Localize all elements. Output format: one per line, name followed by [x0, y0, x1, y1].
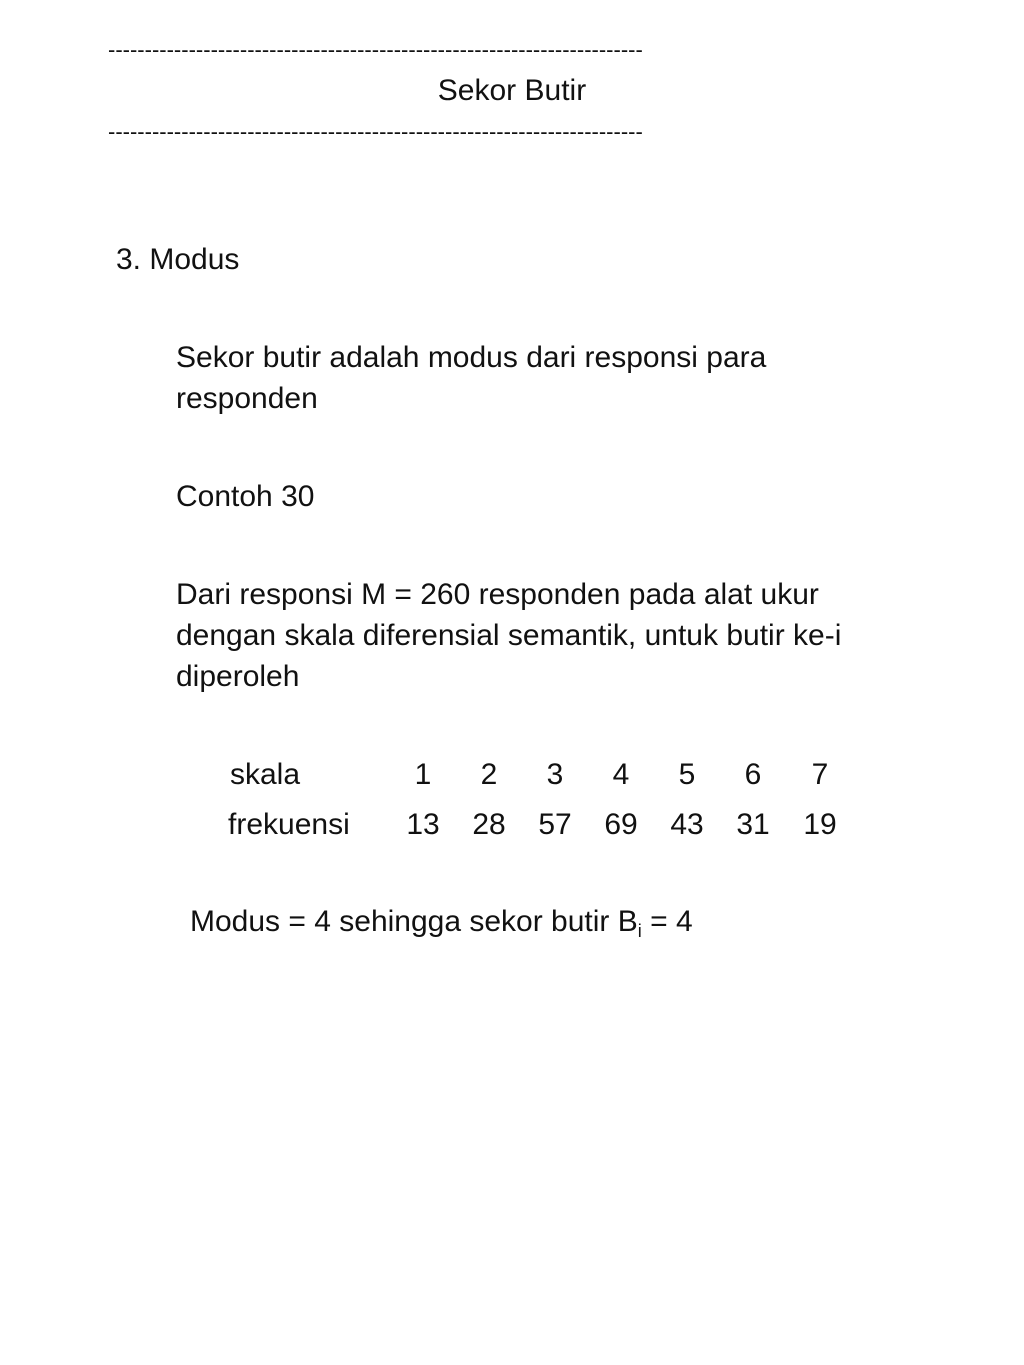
conclusion-text — [190, 905, 693, 939]
frekuensi-cell: 57 — [538, 808, 572, 841]
top-rule: ------------------------------------------------------------------------- — [108, 37, 643, 62]
frekuensi-cell: 19 — [803, 808, 837, 841]
skala-cell: 4 — [612, 758, 630, 791]
frekuensi-cell: 69 — [604, 808, 638, 841]
page-title: Sekor Butir — [437, 74, 587, 107]
conclusion-suffix: = 4 — [641, 905, 693, 938]
conclusion-prefix: Modus = 4 sehingga sekor butir B — [190, 905, 638, 938]
skala-cell: 1 — [414, 758, 432, 791]
row-label-frekuensi: frekuensi — [228, 808, 350, 841]
skala-cell: 2 — [480, 758, 498, 791]
example-line-1: Dari responsi M = 260 responden pada alat ukur — [176, 578, 819, 611]
example-label: Contoh 30 — [176, 480, 315, 513]
skala-cell: 7 — [811, 758, 829, 791]
frekuensi-cell: 31 — [736, 808, 770, 841]
example-line-2: dengan skala diferensial semantik, untuk butir ke-i — [176, 619, 842, 652]
frekuensi-cell: 43 — [670, 808, 704, 841]
skala-cell: 6 — [744, 758, 762, 791]
definition-line-2: responden — [176, 382, 318, 415]
frekuensi-cell: 28 — [472, 808, 506, 841]
conclusion-subscript: i — [637, 921, 642, 941]
definition-line-1: Sekor butir adalah modus dari responsi para — [176, 341, 767, 374]
skala-cell: 5 — [678, 758, 696, 791]
bottom-rule: ------------------------------------------------------------------------- — [108, 119, 643, 144]
section-heading: 3. Modus — [116, 243, 240, 276]
frekuensi-cell: 13 — [406, 808, 440, 841]
skala-cell: 3 — [546, 758, 564, 791]
example-line-3: diperoleh — [176, 660, 300, 693]
row-label-skala: skala — [230, 758, 301, 791]
